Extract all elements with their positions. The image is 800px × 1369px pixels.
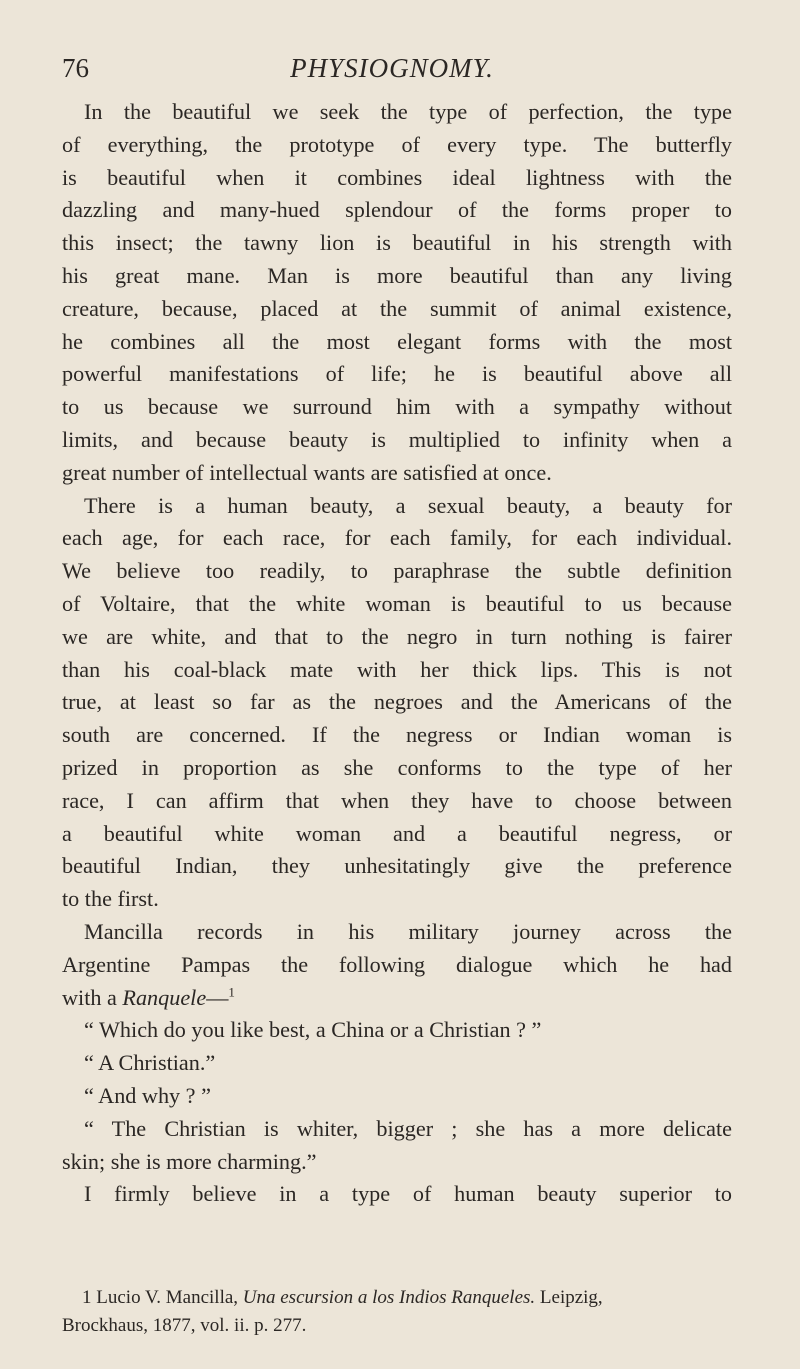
text-line: race, I can affirm that when they have to choose between <box>62 787 732 813</box>
text-line: “ A Christian.” <box>84 1050 216 1076</box>
running-head: PHYSIOGNOMY. <box>290 53 494 83</box>
text-line: this insect; the tawny lion is beautiful in his strength with <box>62 230 732 256</box>
text-line <box>62 982 732 1015</box>
text-line: In the beautiful we seek the type of perfection, the type <box>84 99 732 124</box>
text-line: great number of intellectual wants are satisfied at once. <box>62 459 552 485</box>
text-line: true, at least so far as the negroes and the Americans of the <box>62 689 732 715</box>
text-line: south are concerned. If the negress or Indian woman is <box>62 722 732 748</box>
text-line: powerful manifestations of life; he is beautiful above all <box>62 361 732 387</box>
footnote-reference: 1 <box>228 984 235 1000</box>
ranquele-word: Ranquele <box>122 984 207 1010</box>
footnotes <box>62 1284 732 1340</box>
text-line: prized in proportion as she conforms to the type of her <box>62 754 732 780</box>
text-line: “ Which do you like best, a China or a Christian ? ” <box>84 1017 542 1043</box>
em-dash: — <box>206 984 229 1010</box>
text-line: We believe too readily, to paraphrase the subtle definition <box>62 558 732 584</box>
text-line: Argentine Pampas the following dialogue which he had <box>62 951 732 977</box>
text-line: Mancilla records in his military journey across the <box>84 918 732 944</box>
text-line: is beautiful when it combines ideal lightness with the <box>62 164 732 190</box>
footnote-line <box>62 1284 732 1312</box>
footnote-line: Brockhaus, 1877, vol. ii. p. 277. <box>62 1315 307 1336</box>
text-line: to the first. <box>62 886 159 912</box>
text-line: skin; she is more charming.” <box>62 1148 317 1174</box>
text-line: beautiful Indian, they unhesitatingly give the preference <box>62 853 732 879</box>
text-line: of everything, the prototype of every type. The butterfly <box>62 131 732 157</box>
text-line: we are white, and that to the negro in turn nothing is fairer <box>62 623 732 649</box>
text-line: his great mane. Man is more beautiful than any living <box>62 262 732 288</box>
text-line: There is a human beauty, a sexual beauty, a beauty for <box>84 492 732 518</box>
text-span: with a <box>62 984 123 1010</box>
text-line: creature, because, placed at the summit of animal existence, <box>62 295 732 321</box>
text-line: each age, for each race, for each family, for each individual. <box>62 525 732 551</box>
footnote-text: 1 Lucio V. Mancilla, <box>82 1287 243 1308</box>
text-line: to us because we surround him with a sympathy without <box>62 394 732 420</box>
footnote-book-title: Una escursion a los Indios Ranqueles. <box>242 1287 536 1308</box>
text-line: he combines all the most elegant forms with the most <box>62 328 732 354</box>
text-line: I firmly believe in a type of human beauty superior to <box>84 1181 732 1207</box>
text-line: dazzling and many-hued splendour of the forms proper to <box>62 197 732 223</box>
text-line: than his coal-black mate with her thick lips. This is not <box>62 656 732 682</box>
text-line: “ And why ? ” <box>84 1082 211 1108</box>
text-line: a beautiful white woman and a beautiful negress, or <box>62 820 732 846</box>
page-number: 76 <box>62 53 89 83</box>
page-header <box>62 48 722 88</box>
text-line: limits, and because beauty is multiplied to infinity when a <box>62 426 732 452</box>
text-line: “ The Christian is whiter, bigger ; she has a more delicate <box>84 1115 732 1141</box>
text-line: of Voltaire, that the white woman is beautiful to us because <box>62 590 732 616</box>
footnote-text: Leipzig, <box>535 1287 603 1308</box>
body-text <box>62 96 732 1211</box>
